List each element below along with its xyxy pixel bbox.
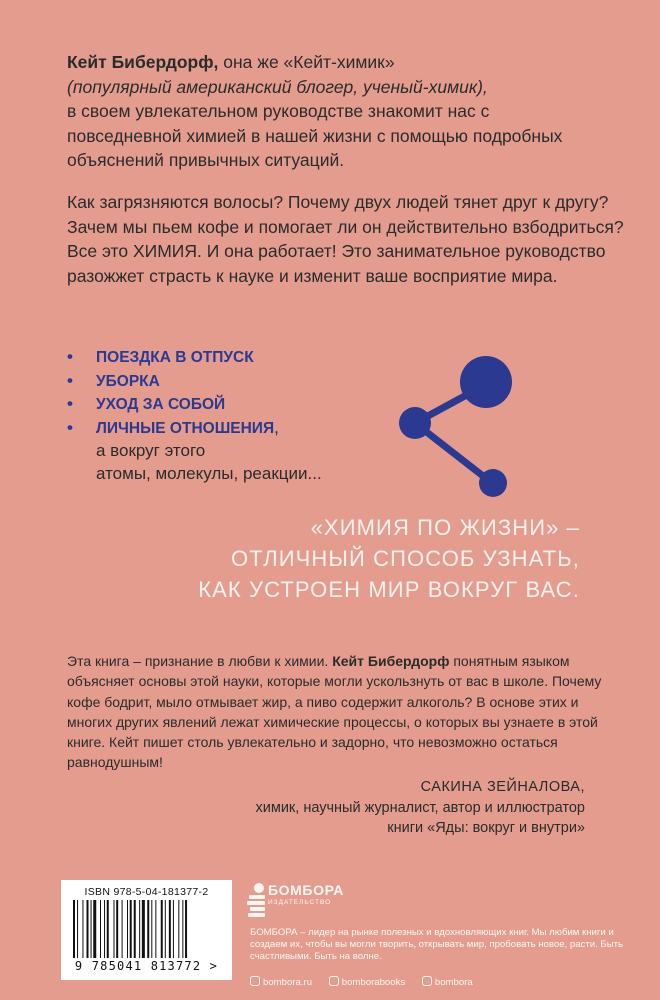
barcode <box>61 880 232 980</box>
topic-label: УБОРКА <box>96 372 160 390</box>
globe-icon <box>250 976 260 986</box>
isbn-text: ISBN 978-5-04-181377-2 <box>84 886 209 898</box>
social-site[interactable]: bombora.ru <box>250 977 312 988</box>
topic-label: УХОД ЗА СОБОЙ <box>96 396 226 413</box>
social-telegram[interactable]: bombora <box>422 977 473 988</box>
questions-paragraph: Как загрязняются волосы? Почему двух людей тянет друг к другу? Зачем мы пьем кофе и помогает ли он действительно взбодриться? Все это ХИМИЯ. И она работает! Это занимательное руководство разожжет страсть к науке и изменит ваше восприятие мира. <box>67 192 624 286</box>
telegram-icon <box>422 976 432 986</box>
vk-icon <box>329 976 339 986</box>
topic-sub-2: атомы, молекулы, реакции... <box>96 463 322 483</box>
quote-line-3: КАК УСТРОЕН МИР ВОКРУГ ВАС. <box>198 577 580 602</box>
review-text-2: понятным языком объясняет основы этой науки, которые могли ускользнуть от вас в школе. Почему кофе бодрит, мыло отмывает жир, а пиво содержит алкоголь? В основе этих и многих других явлений лежат химические процессы, о которых вы узнаете в этой книге. Кейт пишет столь увлекательно и задорно, что невозможно остаться равнодушным! <box>67 653 602 771</box>
pull-quote <box>120 512 580 605</box>
intro-paragraph <box>67 50 607 173</box>
topics-list <box>67 346 397 485</box>
review-signature <box>105 777 585 839</box>
publisher-logo-sub: ИЗДАТЕЛЬСТВО <box>268 899 332 906</box>
topic-tail: , <box>274 417 279 437</box>
reviewer-name: САКИНА ЗЕЙНАЛОВА, <box>420 779 585 795</box>
list-item <box>67 417 397 486</box>
reviewer-book: книги «Яды: вокруг и внутри» <box>387 820 585 836</box>
topic-sub-1: а вокруг этого <box>96 441 206 460</box>
publisher-blurb: БОМБОРА – лидер на рынке полезных и вдохновляющих книг. Мы любим книги и создаем их, чтобы вы могли творить, открывать мир, пробовать новое, расти. Быть счастливыми. Быть на волне. <box>250 927 624 962</box>
publisher-logo-name: БОМБОРА <box>268 882 344 898</box>
publisher-social <box>250 976 650 988</box>
list-item <box>67 393 397 417</box>
topic-label: ЛИЧНЫЕ ОТНОШЕНИЯ <box>96 419 275 437</box>
quote-line-2: ОТЛИЧНЫЙ СПОСОБ УЗНАТЬ, <box>230 546 580 571</box>
topic-label: ПОЕЗДКА В ОТПУСК <box>96 349 254 366</box>
barcode-digits: 9 785041 813772 > <box>74 959 219 973</box>
list-item <box>67 370 397 394</box>
intro-author: Кейт Бибердорф, <box>67 52 219 72</box>
review-paragraph <box>67 651 615 773</box>
social-vk[interactable]: bomborabooks <box>329 977 405 988</box>
intro-italic: (популярный американский блогер, ученый-химик), <box>67 76 488 97</box>
barcode-icon <box>73 900 220 958</box>
quote-line-1: «ХИМИЯ ПО ЖИЗНИ» – <box>310 515 580 540</box>
review-author: Кейт Бибердорф <box>332 653 450 669</box>
reviewer-role: химик, научный журналист, автор и иллюстратор <box>255 799 585 816</box>
intro-text-2: в своем увлекательном руководстве знакомит нас с повседневной химией в нашей жизни с помощью подробных объяснений привычных ситуаций. <box>67 101 563 170</box>
list-item <box>67 346 397 370</box>
publisher-logo-icon <box>247 882 267 918</box>
molecule-icon <box>375 355 535 505</box>
intro-text-1: она же «Кейт-химик» <box>218 52 395 72</box>
review-text-1: Эта книга – признание в любви к химии. <box>67 653 333 669</box>
